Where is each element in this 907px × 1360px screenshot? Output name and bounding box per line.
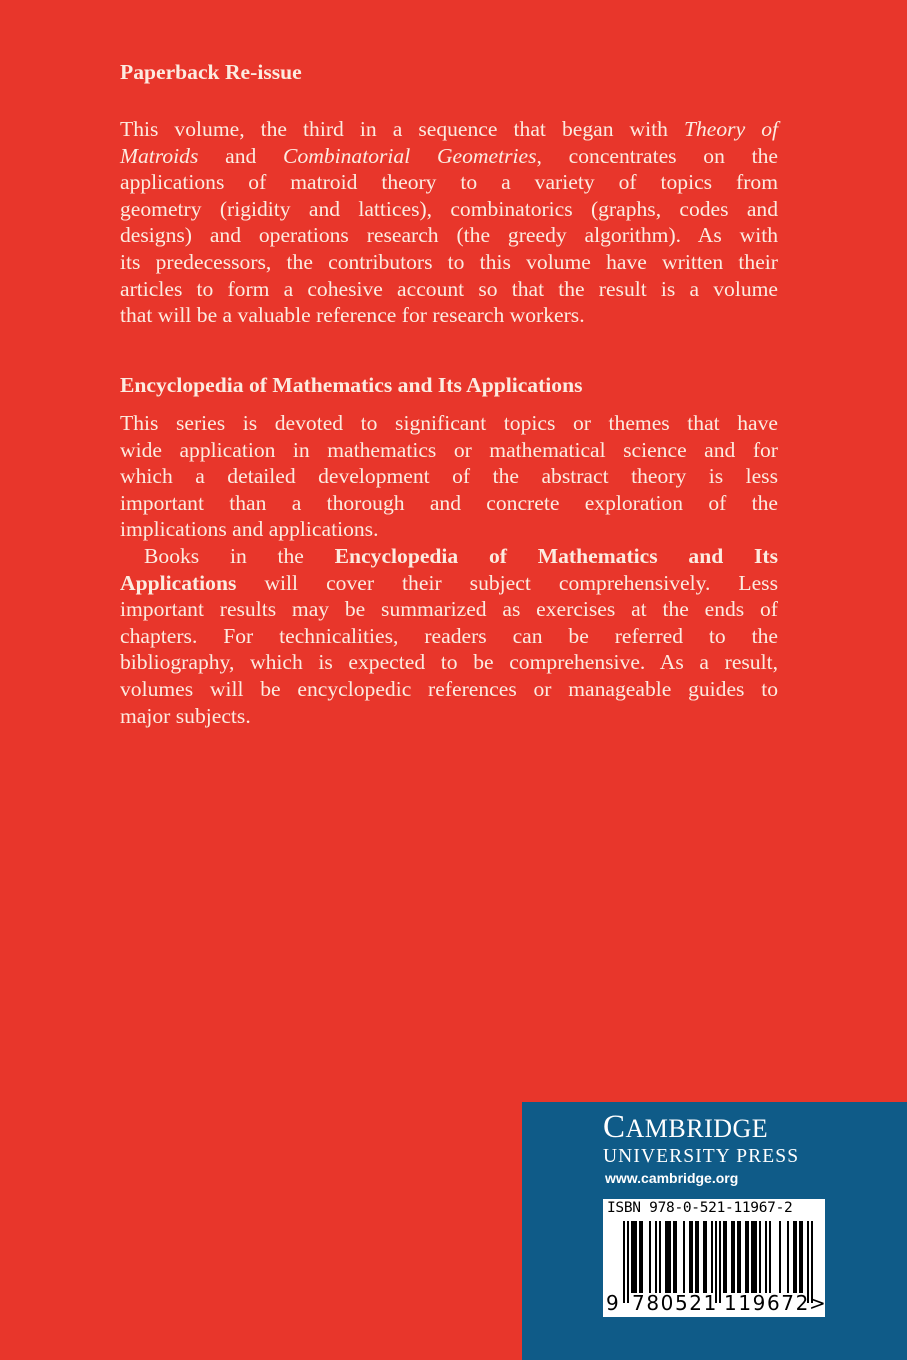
barcode-bar bbox=[733, 1221, 735, 1293]
barcode-bar bbox=[649, 1221, 651, 1293]
barcode-bar bbox=[683, 1221, 685, 1293]
heading-paperback-reissue: Paperback Re-issue bbox=[120, 60, 302, 84]
barcode-bar bbox=[747, 1221, 749, 1293]
text-segment: Books in the bbox=[144, 543, 335, 568]
publisher-url[interactable]: www.cambridge.org bbox=[605, 1170, 739, 1186]
text-segment: major subjects. bbox=[120, 703, 251, 728]
barcode-bar bbox=[751, 1221, 753, 1293]
barcode-first-digit: 9 bbox=[606, 1291, 619, 1315]
publisher-panel bbox=[522, 1102, 907, 1360]
barcode-bar bbox=[673, 1221, 675, 1293]
barcode-bar bbox=[719, 1221, 721, 1303]
text-line bbox=[120, 222, 778, 249]
barcode-bar bbox=[669, 1221, 671, 1293]
barcode-bar bbox=[689, 1221, 691, 1293]
barcode-bar bbox=[723, 1221, 725, 1293]
barcode-right-digits: 119672 bbox=[724, 1291, 810, 1315]
text-line bbox=[120, 410, 778, 437]
barcode-bar bbox=[705, 1221, 707, 1293]
barcode-bar bbox=[667, 1221, 669, 1293]
text-segment: , concentrates on the bbox=[536, 143, 778, 168]
text-line bbox=[120, 623, 778, 650]
barcode-bar bbox=[711, 1221, 713, 1293]
barcode-bar bbox=[759, 1221, 761, 1293]
barcode-bar bbox=[739, 1221, 741, 1293]
series-paragraph bbox=[120, 410, 778, 729]
barcode-bar bbox=[635, 1221, 637, 1293]
barcode-bar bbox=[697, 1221, 699, 1293]
text-line bbox=[120, 169, 778, 196]
text-segment: its predecessors, the contributors to this volume have written their bbox=[120, 249, 778, 274]
text-segment: important results may be summarized as exercises at the ends of bbox=[120, 597, 778, 622]
barcode-bar bbox=[703, 1221, 705, 1293]
text-line bbox=[120, 437, 778, 464]
barcode-bar bbox=[627, 1221, 629, 1303]
italic-title: Matroids bbox=[120, 143, 199, 168]
text-segment: This series is devoted to significant topics or themes that have bbox=[120, 411, 778, 435]
barcode-bar bbox=[675, 1221, 677, 1293]
barcode-bar bbox=[633, 1221, 635, 1293]
bold-series-name: Encyclopedia of Mathematics and Its bbox=[334, 543, 778, 568]
text-segment: and bbox=[198, 143, 284, 168]
text-line bbox=[120, 302, 778, 329]
text-line bbox=[120, 249, 778, 276]
isbn-barcode-box bbox=[603, 1199, 825, 1317]
barcode-bar bbox=[639, 1221, 641, 1293]
barcode-bar bbox=[623, 1221, 625, 1303]
barcode-bar bbox=[725, 1221, 727, 1293]
text-segment: that will be a valuable reference for research workers. bbox=[120, 303, 585, 328]
text-line bbox=[120, 276, 778, 303]
barcode-bar bbox=[795, 1221, 797, 1293]
text-segment: will cover their subject comprehensively. Less bbox=[236, 570, 778, 595]
text-segment: bibliography, which is expected to be comprehensive. As a result, bbox=[120, 650, 778, 675]
barcode-bar bbox=[665, 1221, 667, 1293]
barcode-bar bbox=[801, 1221, 803, 1293]
logo-rest: AMBRIDGE bbox=[625, 1114, 769, 1143]
text-segment: applications of matroid theory to a variety of topics from bbox=[120, 170, 778, 195]
text-segment: designs) and operations research (the greedy algorithm). As with bbox=[120, 223, 778, 248]
barcode-bar bbox=[745, 1221, 747, 1293]
text-segment: wide application in mathematics or mathematical science and for bbox=[120, 437, 778, 462]
barcode-bar bbox=[691, 1221, 693, 1293]
publisher-logo bbox=[603, 1109, 768, 1146]
text-segment: articles to form a cohesive account so that the result is a volume bbox=[120, 276, 778, 301]
description-paragraph bbox=[120, 116, 778, 329]
barcode-bar bbox=[755, 1221, 757, 1293]
text-segment: which a detailed development of the abstract theory is less bbox=[120, 464, 778, 489]
text-line bbox=[120, 196, 778, 223]
text-line bbox=[120, 463, 778, 490]
text-line bbox=[120, 143, 778, 170]
text-segment: geometry (rigidity and lattices), combinatorics (graphs, codes and bbox=[120, 196, 778, 221]
text-line bbox=[120, 649, 778, 676]
bold-series-name: Applications bbox=[120, 570, 237, 595]
isbn-label: ISBN 978-0-521-11967-2 bbox=[607, 1200, 793, 1216]
text-line bbox=[120, 490, 778, 517]
text-line bbox=[120, 116, 778, 143]
text-line bbox=[120, 516, 778, 543]
barcode-left-digits: 780521 bbox=[632, 1291, 718, 1315]
barcode-bar bbox=[641, 1221, 643, 1293]
barcode-bar bbox=[779, 1221, 781, 1293]
text-line bbox=[120, 703, 778, 730]
text-segment: volumes will be encyclopedic references or manageable guides to bbox=[120, 676, 778, 701]
barcode-bar bbox=[793, 1221, 795, 1293]
heading-series: Encyclopedia of Mathematics and Its Applications bbox=[120, 373, 583, 397]
text-line bbox=[120, 596, 778, 623]
italic-title: Theory of bbox=[683, 117, 778, 141]
text-segment: chapters. For technicalities, readers can be referred to the bbox=[120, 623, 778, 648]
text-segment: important than a thorough and concrete exploration of the bbox=[120, 490, 778, 515]
barcode-bar bbox=[731, 1221, 733, 1293]
italic-title: Combinatorial Geometries bbox=[283, 143, 537, 168]
barcode-quiet-mark: > bbox=[809, 1291, 826, 1315]
barcode-bar bbox=[737, 1221, 739, 1293]
barcode-bar bbox=[631, 1221, 633, 1293]
logo-initial: C bbox=[603, 1109, 626, 1145]
barcode-bar bbox=[753, 1221, 755, 1293]
text-segment: This volume, the third in a sequence that began with bbox=[120, 117, 684, 141]
barcode-bar bbox=[787, 1221, 789, 1293]
publisher-subtitle: UNIVERSITY PRESS bbox=[603, 1146, 800, 1167]
barcode-bar bbox=[765, 1221, 767, 1293]
barcode-bar bbox=[659, 1221, 661, 1293]
text-line bbox=[120, 570, 778, 597]
text-line bbox=[120, 543, 778, 570]
barcode-bar bbox=[695, 1221, 697, 1293]
barcode-bar bbox=[769, 1221, 771, 1293]
barcode-bar bbox=[655, 1221, 657, 1293]
text-segment: implications and applications. bbox=[120, 517, 379, 542]
text-line bbox=[120, 676, 778, 703]
barcode-bar bbox=[799, 1221, 801, 1293]
